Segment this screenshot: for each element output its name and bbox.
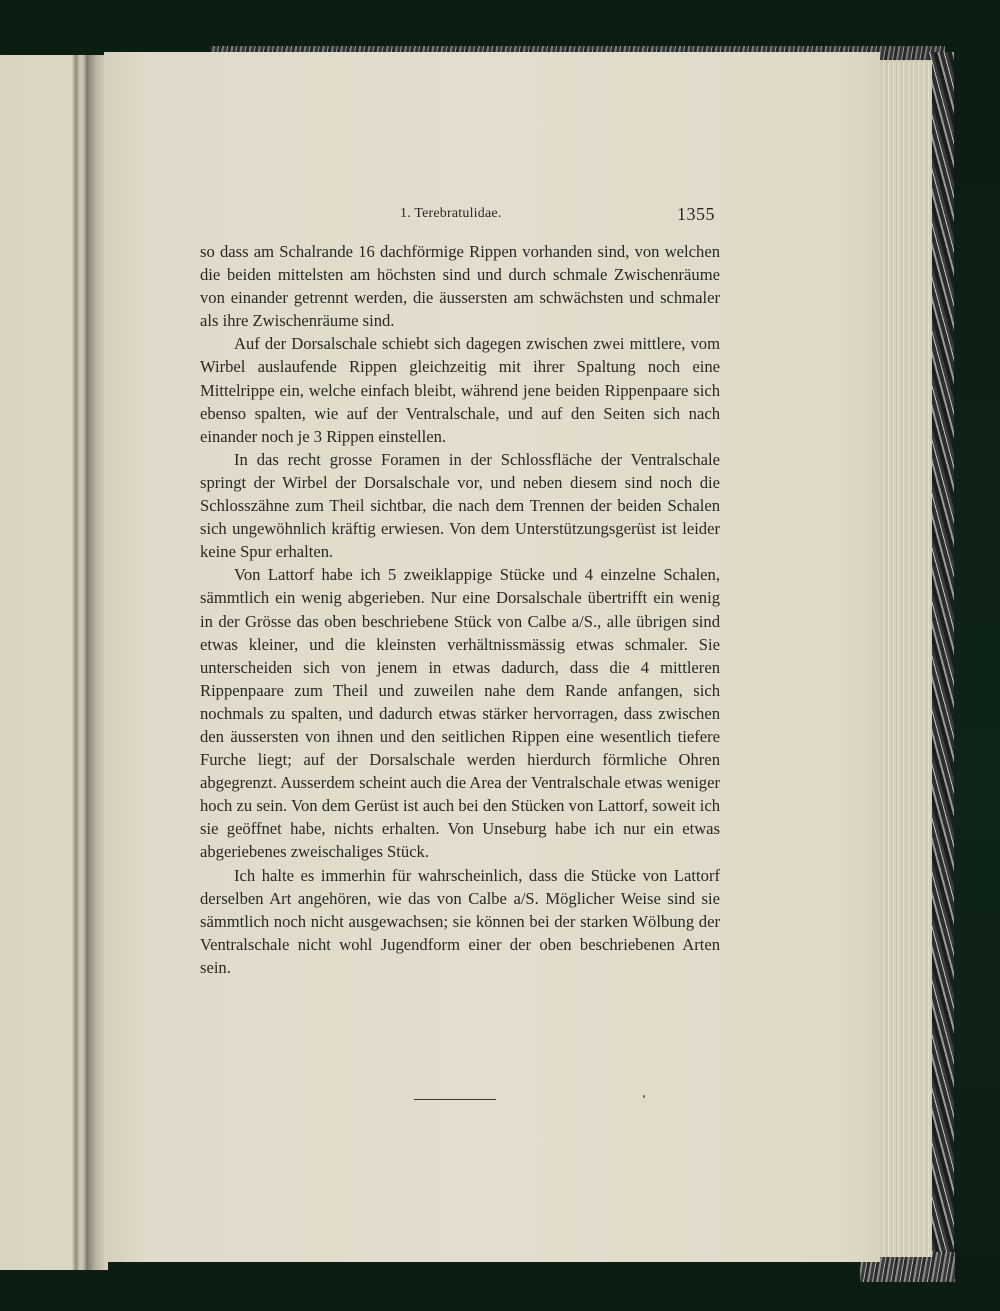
paragraph-4: Von Lattorf habe ich 5 zweiklappige Stücke und 4 einzelne Schalen, sämmtlich ein wenig abgerieben. Nur eine Dorsalschale übertrifft ein wenig in der Grösse das oben beschriebene Stück von Calbe a/S., alle übrigen sind etwas kleiner, und die kleinsten verhältnissmässig etwas schmaler. Sie unterscheiden sich von jenem in etwas dadurch, dass die 4 mittleren Rippenpaare zum Theil und zuweilen nahe dem Rande anfangen, sich nochmals zu spalten, und dadurch etwas stärker hervorragen, dass zwischen den äussersten von ihnen und den seitlichen Rippen eine wesentlich tiefere Furche liegt; auf der Dorsalschale werden hierdurch förmliche Ohren abgegrenzt. Ausserdem scheint auch die Area der Ventralschale etwas weniger hoch zu sein. Von dem Gerüst ist auch bei den Stücken von Lattorf, soweit ich sie geöffnet habe, nichts erhalten. Von Unseburg habe ich nur ein etwas abgeriebenes zweischaliges Stück. [200,565,720,862]
page-number: 1355 [677,204,715,224]
end-rule [414,1099,496,1100]
page-block-edges [876,62,932,1257]
paragraph-3: In das recht grosse Foramen in der Schlossfläche der Ventralschale springt der Wirbel der Dorsalschale vor, und neben diesem sind noch die Schlosszähne zum Theil sichtbar, die nach dem Trennen der beiden Schalen sich ungewöhnlich kräftig erwiesen. Von dem Unterstützungsgerüst ist leider keine Spur erhalten. [200,449,720,562]
left-page-edge-shadow [72,55,80,1270]
body-text [200,240,720,979]
paper-speck [643,1095,645,1098]
running-head [200,200,720,240]
paragraph-2: Auf der Dorsalschale schiebt sich dagegen zwischen zwei mittlere, vom Wirbel auslaufende Rippen gleichzeitig mit ihrer Spaltung noch eine Mittelrippe ein, welche einfach bleibt, während jene beiden Rippenpaare sich ebenso spalten, wie auf der Ventralschale, und auf den Seiten sich nach einander noch je 3 Rippen einstellen. [200,334,720,446]
page-content [200,200,720,979]
section-title: 1. Terebratulidae. [400,206,502,221]
paragraph-5: Ich halte es immerhin für wahrscheinlich, dass die Stücke von Lattorf derselben Art angehören, wie das von Calbe a/S. Möglicher Weise sind sie sämmtlich noch nicht ausgewachsen; sie können bei der starken Wölbung der Ventralschale nicht wohl Jugendform einer der oben beschriebenen Arten sein. [200,865,720,977]
paragraph-1: so dass am Schalrande 16 dachförmige Rippen vorhanden sind, von welchen die beiden mittelsten am höchsten sind und durch schmale Zwischenräume von einander getrennt werden, die äussersten am schwächsten und schmaler als ihre Zwischenräume sind. [200,242,720,331]
